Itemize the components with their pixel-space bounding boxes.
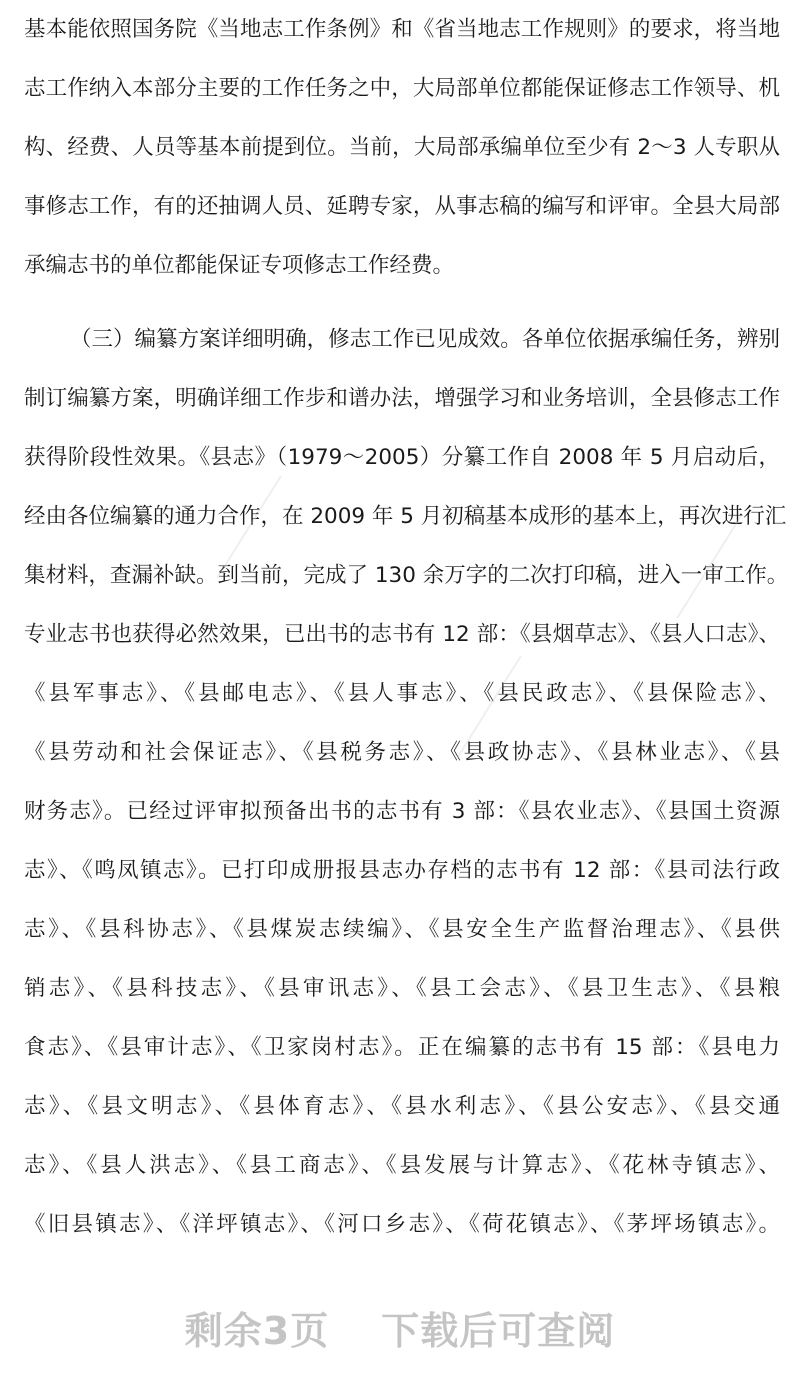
text-line: 财务志》。已经过评审拟预备出书的志书有 3 部：《县农业志》、《县国土资源	[24, 799, 780, 824]
text-line: 《县军事志》、《县邮电志》、《县人事志》、《县民政志》、《县保险志》、	[24, 681, 780, 706]
text-line: 承编志书的单位都能保证专项修志工作经费。	[24, 253, 455, 278]
text-line: 志》、《鸣凤镇志》。已打印成册报县志办存档的志书有 12 部：《县司法行政	[24, 858, 780, 883]
text-line: 志工作纳入本部分主要的工作任务之中，大局部单位都能保证修志工作领导、机	[24, 76, 780, 101]
text-line: 经由各位编纂的通力合作，在 2009 年 5 月初稿基本成形的基本上，再次进行汇	[24, 504, 787, 529]
download-to-view-label: 下载后可查阅	[381, 1309, 616, 1353]
text-line: 《旧县镇志》、《洋坪镇志》、《河口乡志》、《荷花镇志》、《茅坪场镇志》。	[24, 1212, 780, 1237]
text-line: 制订编纂方案，明确详细工作步和谱办法，增强学习和业务培训，全县修志工作	[24, 386, 780, 411]
text-line: 食志》、《县审计志》、《卫家岗村志》。正在编纂的志书有 15 部：《县电力	[24, 1035, 780, 1060]
text-line: 集材料，查漏补缺。到当前，完成了 130 余万字的二次打印稿，进入一审工作。	[24, 563, 789, 588]
text-line: 志》、《县科协志》、《县煤炭志续编》、《县安全生产监督治理志》、《县供	[24, 917, 780, 942]
text-line: 志》、《县人洪志》、《县工商志》、《县发展与计算志》、《花林寺镇志》、	[24, 1153, 780, 1178]
text-line: 构、经费、人员等基本前提到位。当前，大局部承编单位至少有 2～3 人专职从	[24, 135, 780, 160]
text-line: 志》、《县文明志》、《县体育志》、《县水利志》、《县公安志》、《县交通	[24, 1094, 780, 1119]
text-line: 基本能依照国务院《当地志工作条例》和《省当地志工作规则》的要求，将当地	[24, 17, 780, 42]
text-line: 专业志书也获得必然效果，已出书的志书有 12 部：《县烟草志》、《县人口志》、	[24, 622, 780, 647]
text-line: 销志》、《县科技志》、《县审讯志》、《县工会志》、《县卫生志》、《县粮	[24, 976, 780, 1001]
text-line: 获得阶段性效果。《县志》（1979～2005）分纂工作自 2008 年 5 月启动后，	[24, 445, 780, 470]
text-line: （三）编纂方案详细明确，修志工作已见成效。各单位依据承编任务，辨别	[70, 327, 780, 352]
text-line: 事修志工作，有的还抽调人员、延聘专家，从事志稿的编写和评审。全县大局部	[24, 194, 780, 219]
download-prompt[interactable]	[0, 1300, 800, 1355]
remaining-pages-label: 剩余3页	[184, 1309, 330, 1353]
text-line: 《县劳动和社会保证志》、《县税务志》、《县政协志》、《县林业志》、《县	[24, 740, 780, 765]
